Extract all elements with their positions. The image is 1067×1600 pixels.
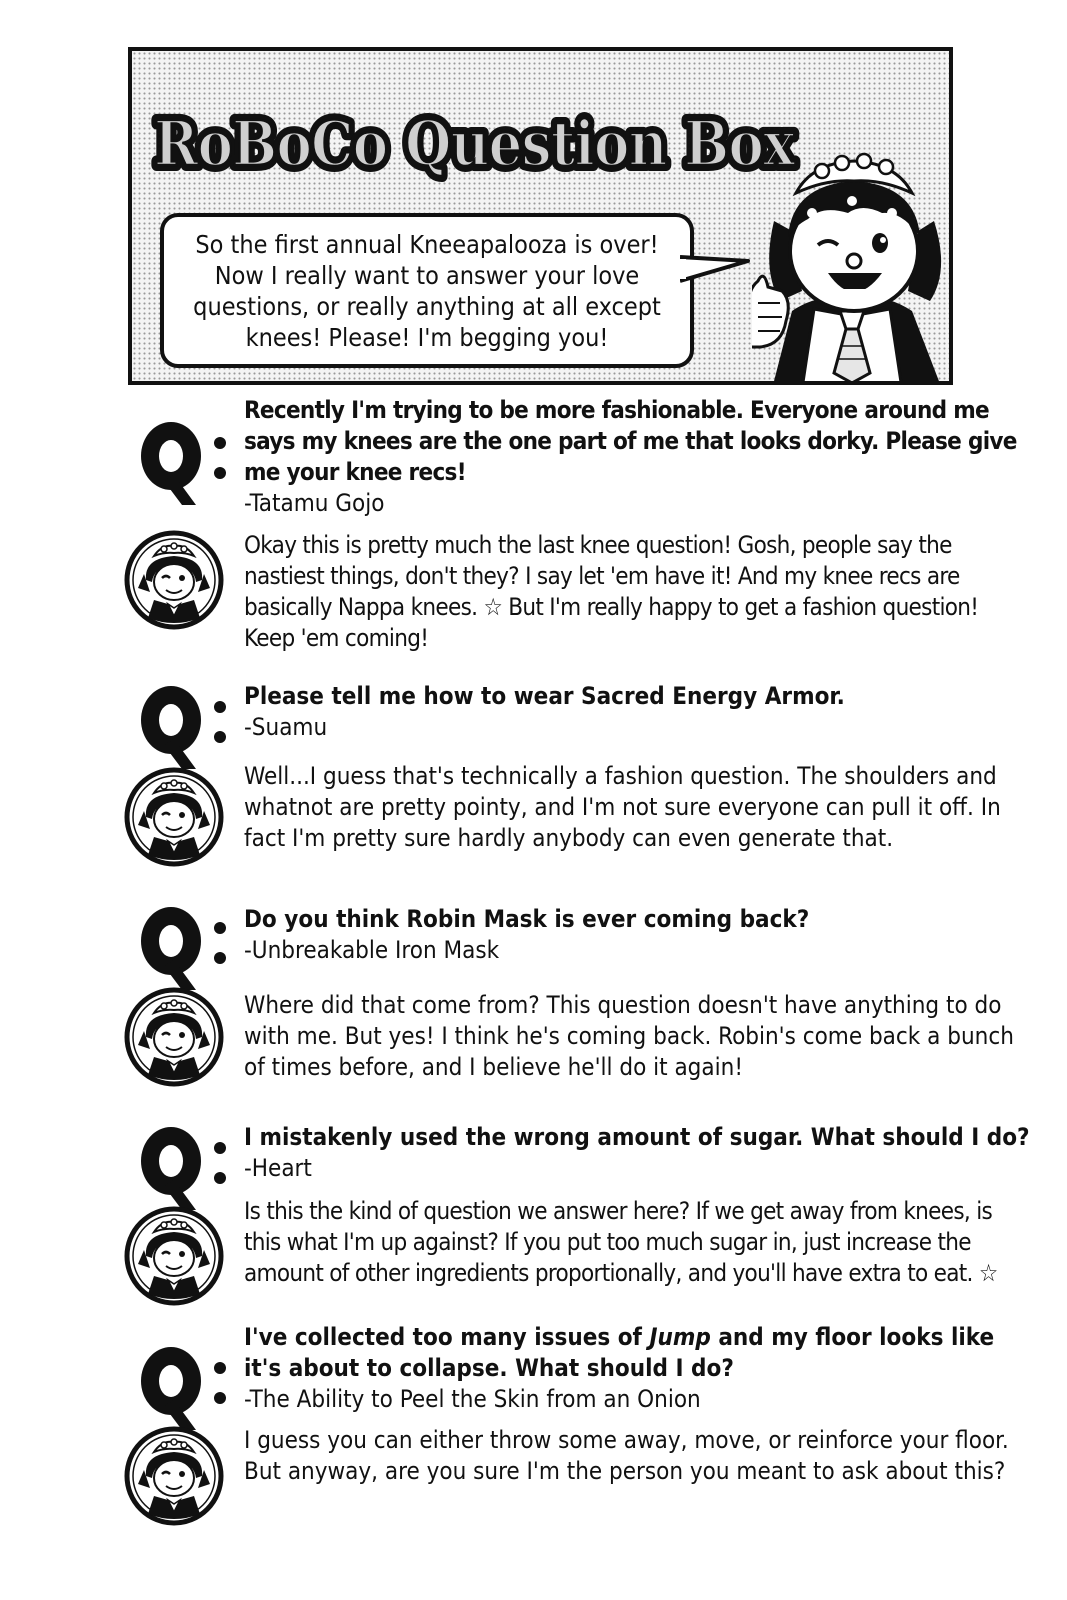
question-text [244, 1322, 1034, 1384]
speech-bubble-tail [680, 247, 750, 297]
roboco-avatar-icon [124, 987, 224, 1087]
q-marker-icon [138, 413, 233, 513]
question-text: I mistakenly used the wrong amount of sugar. What should I do? [244, 1123, 1030, 1151]
asker-name: -Suamu [244, 713, 328, 741]
q-marker-icon [138, 1338, 233, 1438]
question-text-part: I've collected too many issues of [244, 1323, 650, 1351]
question-box-header [128, 47, 953, 385]
roboco-avatar-icon [124, 767, 224, 867]
page-title: RoBoCo Question Box [154, 107, 796, 180]
intro-speech-bubble [160, 213, 694, 368]
question-block-3 [244, 904, 1034, 966]
asker-name: -Unbreakable Iron Mask [244, 936, 500, 964]
roboco-illustration [752, 141, 953, 385]
roboco-avatar-icon [124, 530, 224, 630]
question-block-5 [244, 1322, 1034, 1415]
q-marker-icon [138, 898, 233, 998]
title-outline: RoBoCo Question Box [154, 107, 796, 180]
question-text-part: and my floor looks like it's about to collapse. What should I do? [244, 1323, 995, 1382]
q-marker-icon [138, 677, 233, 777]
answer-text: Where did that come from? This question doesn't have anything to do with me. But yes! I think he's coming back. Robin's come back a bunch of times before, and I believe he'll do it again! [244, 991, 1014, 1081]
answer-text: Is this the kind of question we answer here? If we get away from knees, is this what I'm up against? If you put too much sugar in, just increase the amount of other ingredients proportionally, and you'll have extra to eat. ☆ [244, 1197, 998, 1287]
asker-name: -The Ability to Peel the Skin from an Onion [244, 1385, 701, 1413]
asker-name: -Tatamu Gojo [244, 489, 385, 517]
title-logo [148, 89, 808, 189]
question-text: Recently I'm trying to be more fashionable. Everyone around me says my knees are the one part of me that looks dorky. Please give me your knee recs! [244, 396, 1017, 486]
question-block-1 [244, 395, 1034, 519]
intro-text: So the first annual Kneeapalooza is over! Now I really want to answer your love questions, or really anything at all except knees! Please! I'm begging you! [193, 229, 661, 352]
roboco-avatar-icon [124, 1426, 224, 1526]
asker-name: -Heart [244, 1154, 312, 1182]
question-block-4 [244, 1122, 1034, 1184]
jump-title: Jump [649, 1323, 711, 1351]
q-marker-icon [138, 1118, 233, 1218]
answer-text: Okay this is pretty much the last knee question! Gosh, people say the nastiest things, don't they? I say let 'em have it! And my knee recs are basically Nappa knees. ☆ But I'm really happy to get a fashion question! Keep 'em coming! [244, 531, 979, 652]
roboco-avatar-icon [124, 1206, 224, 1306]
question-text: Do you think Robin Mask is ever coming back? [244, 905, 810, 933]
question-text: Please tell me how to wear Sacred Energy Armor. [244, 682, 845, 710]
question-block-2 [244, 681, 1034, 743]
answer-text: Well...I guess that's technically a fashion question. The shoulders and whatnot are pretty pointy, and I'm not sure everyone can pull it off. In fact I'm pretty sure hardly anybody can even generate that. [244, 762, 1001, 852]
answer-text: I guess you can either throw some away, move, or reinforce your floor. But anyway, are you sure I'm the person you meant to ask about this? [244, 1426, 1009, 1485]
